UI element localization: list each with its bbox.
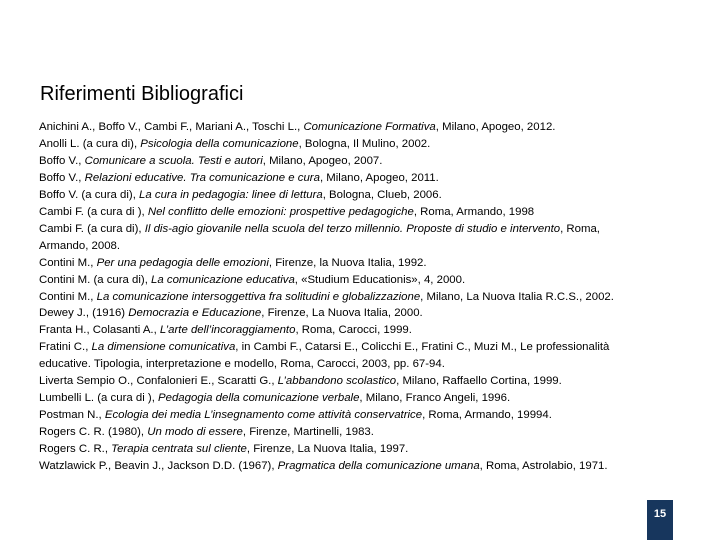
entry-text: , Roma, Astrolabio, 1971. bbox=[479, 460, 608, 473]
entry-text: Rogers C. R., bbox=[39, 443, 112, 456]
bibliography-entry bbox=[39, 458, 699, 475]
bibliography-entry bbox=[39, 339, 699, 356]
bibliography-entry bbox=[39, 255, 699, 272]
entry-text: , «Studium Educationis», 4, 2000. bbox=[294, 273, 466, 286]
entry-text: , Roma, Armando, 19994. bbox=[422, 409, 552, 422]
entry-text: , Firenze, La Nuova Italia, 1997. bbox=[246, 443, 409, 456]
bibliography-entry bbox=[39, 356, 699, 373]
entry-text: , Milano, Apogeo, 2007. bbox=[262, 154, 383, 167]
bibliography-entry bbox=[39, 238, 699, 255]
entry-text: , Milano, La Nuova Italia R.C.S., 2002. bbox=[420, 290, 614, 303]
entry-title: Pragmatica della comunicazione umana bbox=[277, 460, 480, 473]
entry-text: Contini M., bbox=[39, 256, 97, 269]
bibliography-entry bbox=[39, 322, 699, 339]
entry-text: Franta H., Colasanti A., bbox=[39, 324, 160, 337]
bibliography-entry bbox=[39, 272, 699, 289]
entry-text: Anichini A., Boffo V., Cambi F., Mariani A., Toschi L., bbox=[39, 121, 304, 133]
entry-title: Un modo di essere bbox=[147, 426, 243, 439]
bibliography-list bbox=[39, 119, 699, 475]
entry-text: , in Cambi F., Catarsi E., Colicchi E., Fratini C., Muzi M., Le professionalità bbox=[235, 341, 610, 354]
entry-text: Boffo V., bbox=[39, 171, 85, 184]
entry-text: Rogers C. R. (1980), bbox=[39, 426, 148, 439]
entry-text: Contini M., bbox=[39, 290, 97, 303]
bibliography-entry bbox=[39, 221, 699, 238]
bibliography-entry bbox=[39, 289, 699, 306]
bibliography-entry bbox=[39, 204, 699, 221]
entry-title: Per una pedagogia delle emozioni bbox=[96, 256, 269, 269]
entry-title: L’abbandono scolastico bbox=[277, 375, 397, 388]
entry-text: , Roma, bbox=[560, 222, 600, 235]
entry-text: , Roma, Carocci, 1999. bbox=[295, 324, 412, 337]
entry-text: , Firenze, La Nuova Italia, 2000. bbox=[261, 307, 423, 320]
bibliography-entry bbox=[39, 119, 699, 136]
bibliography-entry bbox=[39, 136, 699, 153]
bibliography-entry bbox=[39, 441, 699, 458]
entry-text: Postman N., bbox=[39, 409, 105, 422]
entry-title: La cura in pedagogia: linee di lettura bbox=[139, 188, 323, 201]
entry-title: La dimensione comunicativa bbox=[91, 341, 236, 354]
entry-title: La comunicazione educativa bbox=[151, 273, 295, 286]
entry-text: , Roma, Armando, 1998 bbox=[413, 205, 535, 218]
entry-text: , Milano, Raffaello Cortina, 1999. bbox=[396, 375, 562, 388]
bibliography-entry bbox=[39, 305, 699, 322]
entry-title: Psicologia della comunicazione bbox=[140, 137, 299, 150]
entry-text: Cambi F. (a cura di), bbox=[39, 222, 145, 235]
entry-title: Nel conflitto delle emozioni: prospettive pedagogiche bbox=[147, 205, 414, 218]
bibliography-entry bbox=[39, 153, 699, 170]
entry-text: Cambi F. (a cura di ), bbox=[39, 205, 148, 218]
entry-title: Terapia centrata sul cliente bbox=[111, 443, 247, 456]
entry-text: , Bologna, Il Mulino, 2002. bbox=[298, 137, 431, 150]
entry-text: Boffo V., bbox=[39, 154, 85, 167]
entry-text: , Bologna, Clueb, 2006. bbox=[322, 188, 442, 201]
bibliography-entry bbox=[39, 170, 699, 187]
bibliography-entry bbox=[39, 407, 699, 424]
entry-text: , Milano, Franco Angeli, 1996. bbox=[359, 392, 511, 405]
entry-title: Ecologia dei media L’insegnamento come attività conservatrice bbox=[104, 409, 423, 422]
entry-title: Democrazia e Educazione bbox=[128, 307, 262, 320]
entry-title: L’arte dell’incoraggiamento bbox=[159, 324, 296, 337]
entry-text: Watzlawick P., Beavin J., Jackson D.D. (1967), bbox=[39, 460, 278, 473]
entry-text: Contini M. (a cura di), bbox=[39, 273, 152, 286]
entry-title: Il dis-agio giovanile nella scuola del terzo millennio. Proposte di studio e intervento bbox=[144, 222, 561, 235]
page-number-badge: 15 bbox=[647, 500, 673, 540]
bibliography-entry bbox=[39, 424, 699, 441]
bibliography-entry bbox=[39, 390, 699, 407]
entry-text: Dewey J., (1916) bbox=[39, 307, 129, 320]
bibliography-entry bbox=[39, 373, 699, 390]
entry-text: , Milano, Apogeo, 2011. bbox=[319, 171, 439, 184]
entry-text: Fratini C., bbox=[39, 341, 92, 354]
entry-text: Boffo V. (a cura di), bbox=[39, 188, 140, 201]
entry-text: , Firenze, Martinelli, 1983. bbox=[242, 426, 374, 439]
entry-text: Lumbelli L. (a cura di ), bbox=[39, 392, 159, 405]
entry-title: Relazioni educative. Tra comunicazione e cura bbox=[84, 171, 320, 184]
entry-text: Armando, 2008. bbox=[39, 239, 121, 252]
entry-title: La comunicazione intersoggettiva fra solitudini e globalizzazione bbox=[96, 290, 421, 303]
entry-title: Comunicazione Formativa bbox=[303, 121, 436, 133]
entry-title: Pedagogia della comunicazione verbale bbox=[158, 392, 360, 405]
entry-title: Comunicare a scuola. Testi e autori bbox=[84, 154, 263, 167]
entry-text: Anolli L. (a cura di), bbox=[39, 137, 141, 150]
entry-text: , Milano, Apogeo, 2012. bbox=[435, 121, 556, 133]
bibliography-entry bbox=[39, 187, 699, 204]
entry-text: Liverta Sempio O., Confalonieri E., Scaratti G., bbox=[39, 375, 278, 388]
entry-text: , Firenze, la Nuova Italia, 1992. bbox=[268, 256, 427, 269]
entry-text: educative. Tipologia, interpretazione e modello, Roma, Carocci, 2003, pp. 67-94. bbox=[39, 358, 445, 371]
page-title: Riferimenti Bibliografici bbox=[40, 83, 244, 105]
